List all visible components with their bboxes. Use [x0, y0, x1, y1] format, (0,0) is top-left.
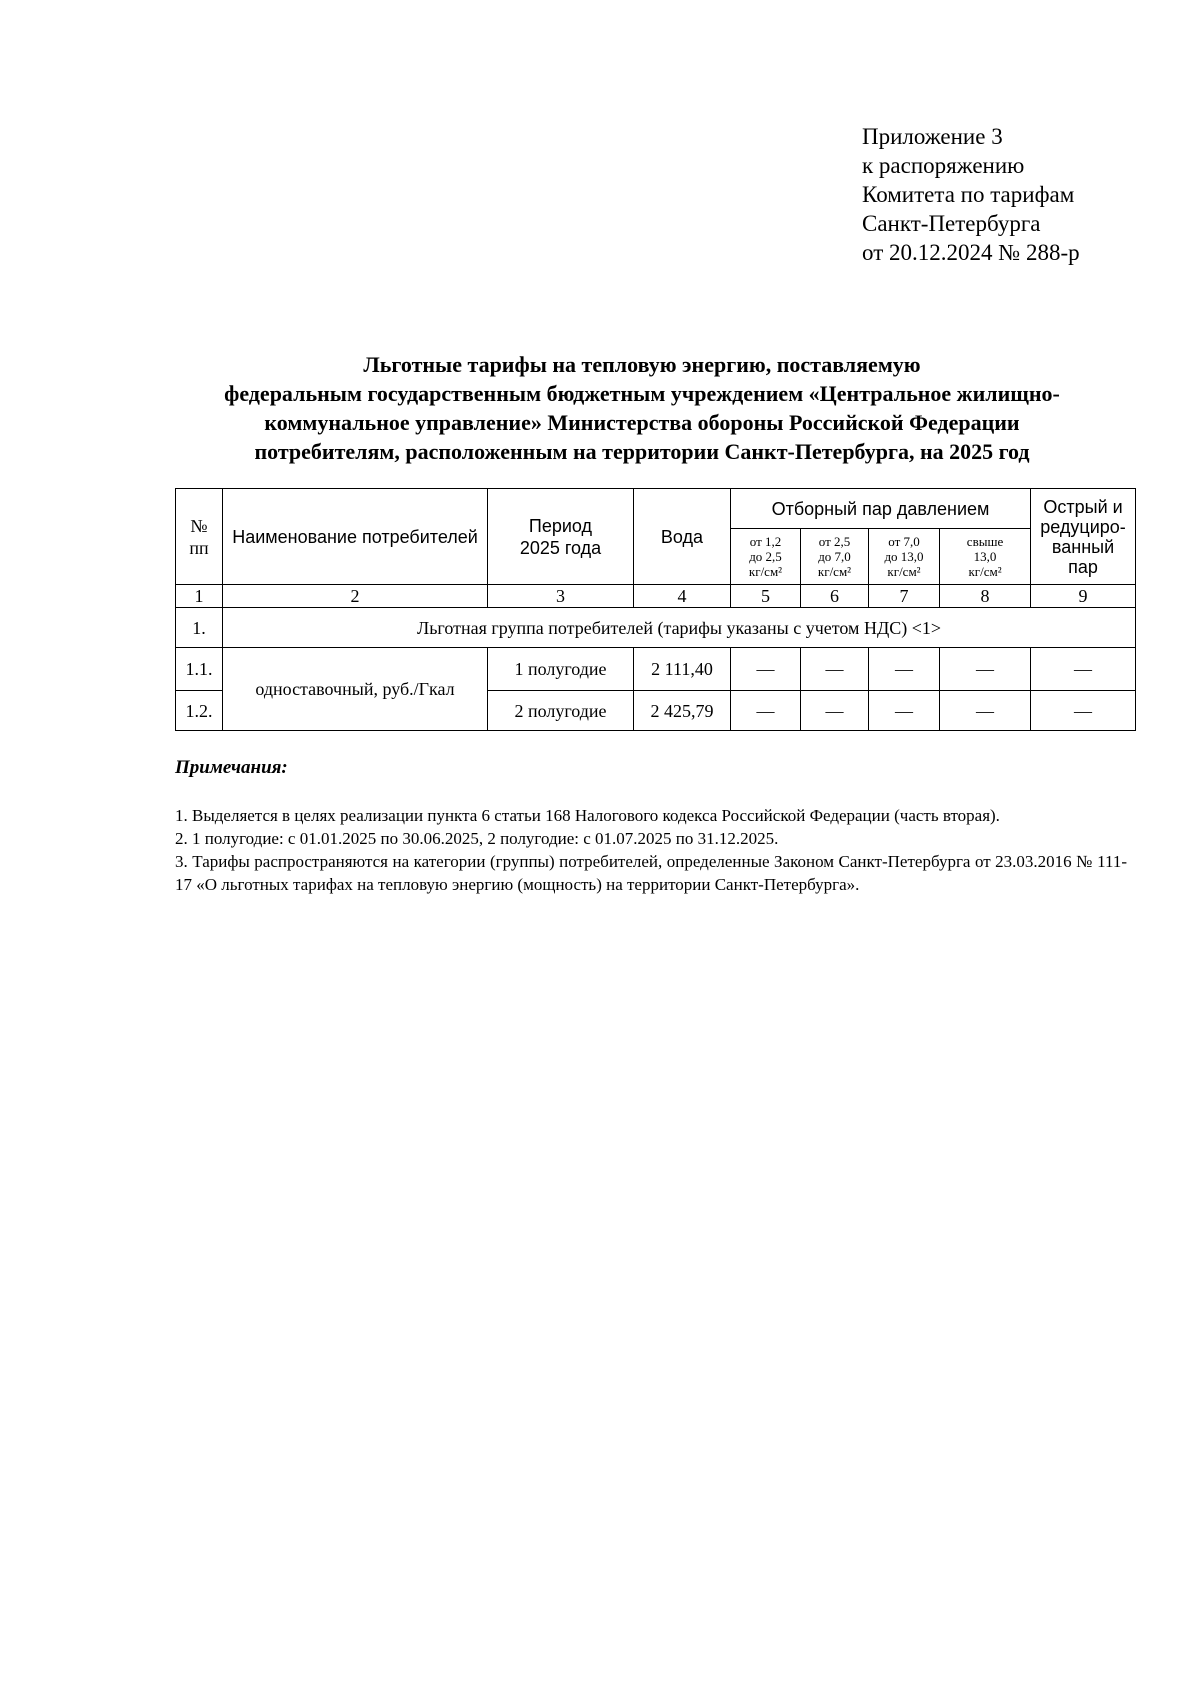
- header-pressure-2: [801, 529, 869, 585]
- header-pressure-4: [940, 529, 1031, 585]
- group-label: Льготная группа потребителей (тарифы указаны с учетом НДС) <1>: [223, 608, 1136, 648]
- column-number: 3: [488, 585, 634, 608]
- title-line: федеральным государственным бюджетным учреждением «Центральное жилищно-: [224, 381, 1060, 406]
- note-item: 3. Тарифы распространяются на категории (группы) потребителей, определенные Законом Санкт-Петербурга от 23.03.2016 № 111-17 «О льготных тарифах на тепловую энергию (мощность) на территории Санкт-Петербурга».: [175, 852, 1127, 894]
- header-pressure-line: от 2,5: [818, 534, 851, 549]
- appendix-line: к распоряжению: [862, 153, 1025, 178]
- tariffs-table: [175, 488, 1136, 731]
- header-pressure-3: [869, 529, 940, 585]
- row-water-tariff: 2 111,40: [634, 648, 731, 691]
- row-pressure-2: —: [801, 648, 869, 691]
- row-water-tariff: 2 425,79: [634, 691, 731, 731]
- table-row: [176, 648, 1136, 691]
- appendix-line: Приложение 3: [862, 124, 1003, 149]
- header-pressure-line: свыше: [966, 534, 1004, 549]
- row-pressure-1: —: [731, 691, 801, 731]
- header-sharp-line: Острый и: [1043, 496, 1123, 517]
- note-item: 1. Выделяется в целях реализации пункта 6 статьи 168 Налогового кодекса Российской Федерации (часть вторая).: [175, 806, 1000, 825]
- header-pressure-line: до 13,0: [884, 549, 924, 564]
- appendix-line: Комитета по тарифам: [862, 182, 1075, 207]
- header-pressure-1: [731, 529, 801, 585]
- header-period-line: Период: [528, 515, 593, 536]
- row-pressure-3: —: [869, 648, 940, 691]
- column-number: 5: [731, 585, 801, 608]
- title-line: Льготные тарифы на тепловую энергию, поставляемую: [363, 352, 921, 377]
- document-title: [150, 350, 1134, 466]
- header-pressure-line: кг/см²: [817, 564, 852, 579]
- header-pressure-line: до 2,5: [749, 549, 782, 564]
- column-number: 1: [176, 585, 223, 608]
- appendix-block: [862, 122, 1080, 267]
- column-number: 4: [634, 585, 731, 608]
- title-line: потребителям, расположенным на территории Санкт-Петербурга, на 2025 год: [254, 439, 1030, 464]
- header-num-line: пп: [189, 537, 209, 558]
- header-period-line: 2025 года: [519, 537, 602, 558]
- row-pressure-4: —: [940, 648, 1031, 691]
- header-pressure-line: от 7,0: [888, 534, 920, 549]
- column-number: 2: [223, 585, 488, 608]
- row-pressure-4: —: [940, 691, 1031, 731]
- note-item: 2. 1 полугодие: с 01.01.2025 по 30.06.2025, 2 полугодие: с 01.07.2025 по 31.12.2025.: [175, 829, 779, 848]
- header-num-line: №: [190, 515, 208, 536]
- header-consumer-name: Наименование потребителей: [223, 489, 488, 585]
- row-pressure-3: —: [869, 691, 940, 731]
- column-number: 7: [869, 585, 940, 608]
- header-pressure-line: до 7,0: [818, 549, 851, 564]
- header-sharp-steam: [1031, 489, 1136, 585]
- header-pressure-line: кг/см²: [887, 564, 921, 579]
- header-sharp-line: пар: [1068, 556, 1098, 577]
- title-line: коммунальное управление» Министерства обороны Российской Федерации: [264, 410, 1020, 435]
- row-period: 2 полугодие: [488, 691, 634, 731]
- header-period: [488, 489, 634, 585]
- row-number: 1.1.: [176, 648, 223, 691]
- group-number: 1.: [176, 608, 223, 648]
- row-pressure-1: —: [731, 648, 801, 691]
- row-sharp-steam: —: [1031, 691, 1136, 731]
- notes-block: [175, 804, 1127, 896]
- header-water: Вода: [634, 489, 731, 585]
- header-sharp-line: редуциро-: [1040, 516, 1126, 537]
- header-pressure-line: от 1,2: [749, 534, 782, 549]
- header-pressure-line: 13,0: [973, 549, 997, 564]
- row-number: 1.2.: [176, 691, 223, 731]
- header-pressure-line: кг/см²: [748, 564, 783, 579]
- row-sharp-steam: —: [1031, 648, 1136, 691]
- header-pressure-line: кг/см²: [968, 564, 1002, 579]
- header-num: [176, 489, 223, 585]
- column-number: 8: [940, 585, 1031, 608]
- row-period: 1 полугодие: [488, 648, 634, 691]
- header-sharp-line: ванный: [1051, 536, 1115, 557]
- column-number: 9: [1031, 585, 1136, 608]
- consumer-name: одноставочный, руб./Гкал: [223, 648, 488, 731]
- appendix-line: от 20.12.2024 № 288-р: [862, 240, 1080, 265]
- row-pressure-2: —: [801, 691, 869, 731]
- appendix-line: Санкт-Петербурга: [862, 211, 1041, 236]
- header-steam-group: Отборный пар давлением: [731, 489, 1031, 529]
- column-number: 6: [801, 585, 869, 608]
- notes-heading: Примечания:: [175, 757, 288, 778]
